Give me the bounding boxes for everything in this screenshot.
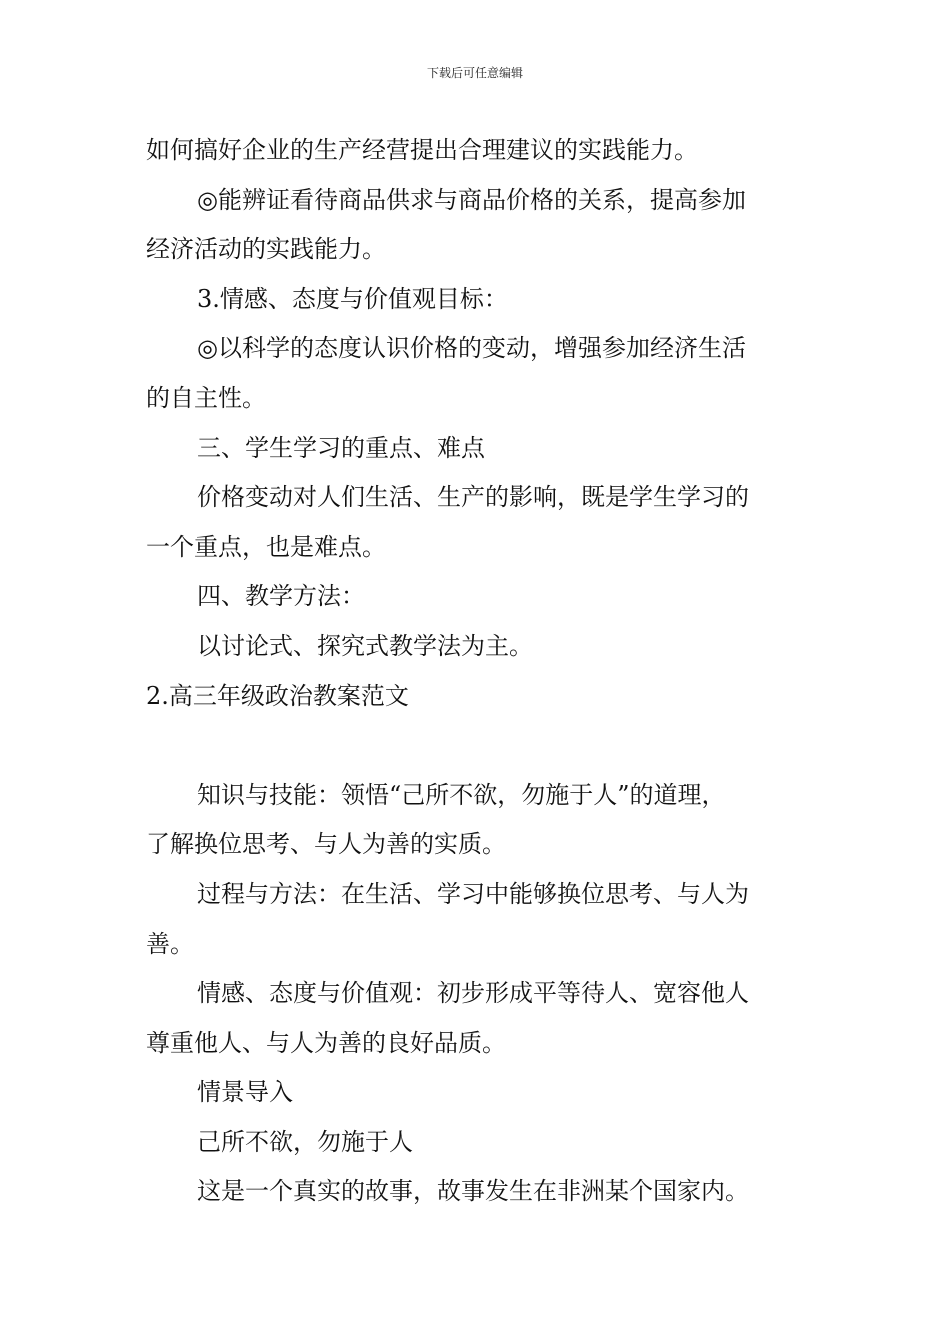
section-heading: 四、教学方法： [197,582,365,611]
text-line: 如何搞好企业的生产经营提出合理建议的实践能力。 [146,136,698,164]
text-line: 了解换位思考、与人为善的实质。 [146,830,506,859]
page-header: 下载后可任意编辑 [426,66,523,80]
section-heading: 3.情感、态度与价值观目标： [197,284,508,313]
text-line: 己所不欲，勿施于人 [197,1127,413,1156]
document-title: 2.高三年级政治教案范文 [146,681,409,710]
section-heading: 三、学生学习的重点、难点 [197,433,485,462]
section-heading: 情景导入 [197,1078,293,1107]
text-line: 知识与技能：领悟“己所不欲，勿施于人”的道理， [197,780,726,809]
text-line: ◎能辨证看待商品供求与商品价格的关系，提高参加 [197,185,746,214]
text-line: 一个重点，也是难点。 [146,532,386,561]
text-line: 经济活动的实践能力。 [146,235,386,264]
text-line: 价格变动对人们生活、生产的影响，既是学生学习的 [197,483,749,512]
text-line: 的自主性。 [146,383,266,412]
blank-line [146,721,810,771]
document-body [146,126,810,1217]
text-line: 过程与方法：在生活、学习中能够换位思考、与人为 [197,879,749,908]
text-line: 善。 [146,929,194,958]
text-line: 以讨论式、探究式教学法为主。 [197,631,533,660]
text-line: ◎以科学的态度认识价格的变动，增强参加经济生活 [197,334,746,363]
text-line: 尊重他人、与人为善的良好品质。 [146,1028,506,1057]
text-line: 这是一个真实的故事，故事发生在非洲某个国家内。 [197,1177,749,1206]
text-line: 情感、态度与价值观：初步形成平等待人、宽容他人 [197,979,749,1008]
